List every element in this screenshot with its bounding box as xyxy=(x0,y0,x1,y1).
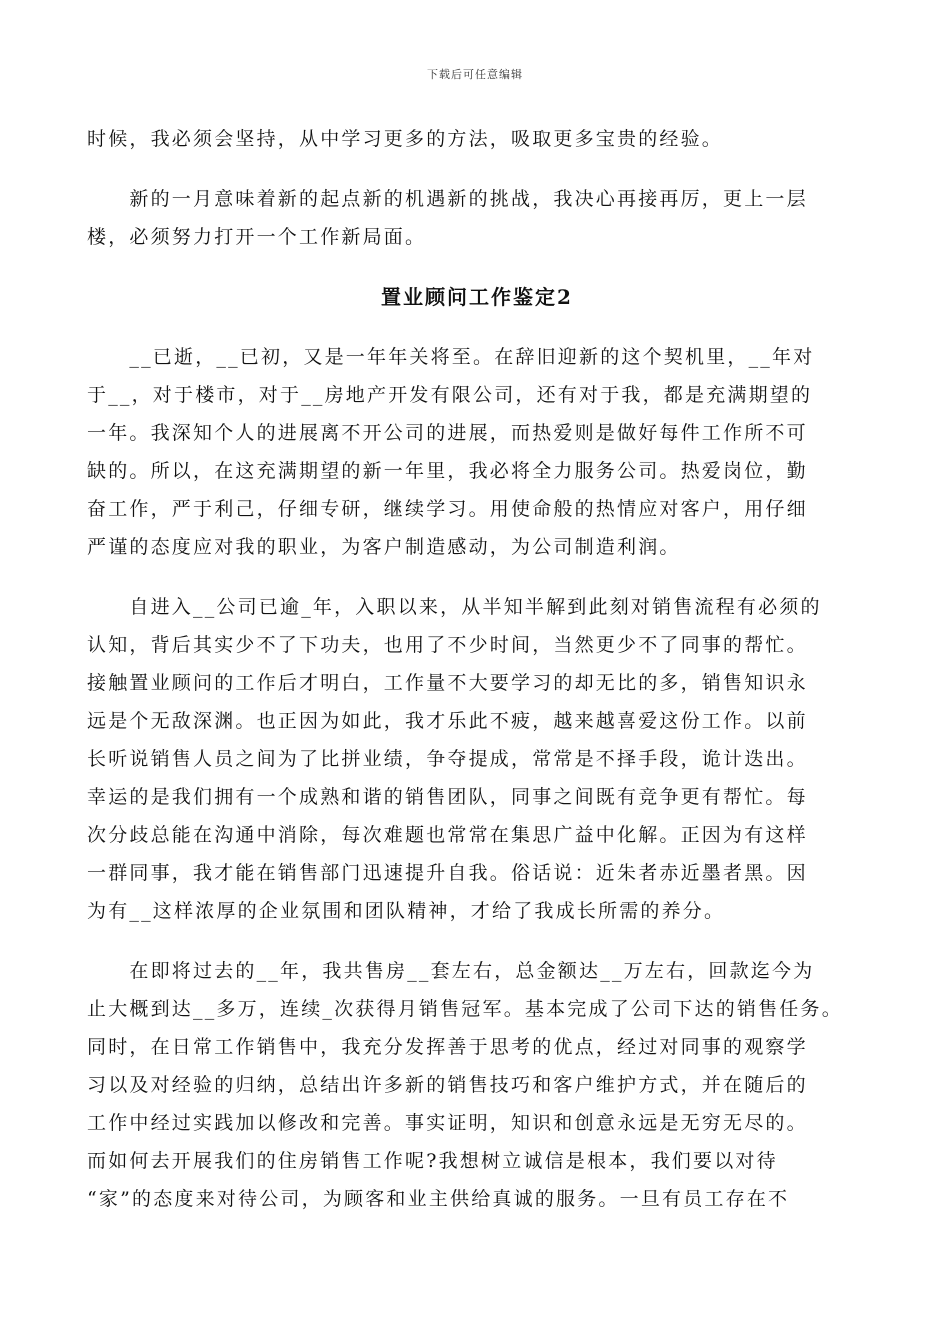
paragraph-line: 新的一月意味着新的起点新的机遇新的挑战，我决心再接再厉，更上一层 xyxy=(87,188,808,210)
paragraph-line: 习以及对经验的归纳，总结出许多新的销售技巧和客户维护方式，并在随后的 xyxy=(87,1074,808,1096)
paragraph-line: 次分歧总能在沟通中消除，每次难题也常常在集思广益中化解。正因为有这样 xyxy=(87,824,808,846)
paragraph-line: __已逝，__已初，又是一年年关将至。在辞旧迎新的这个契机里，__年对 xyxy=(87,346,815,368)
paragraph-line: 于__，对于楼市，对于__房地产开发有限公司，还有对于我，都是充满期望的 xyxy=(87,384,813,406)
paragraph xyxy=(87,588,867,930)
paragraph-line: 远是个无敌深渊。也正因为如此，我才乐此不疲，越来越喜爱这份工作。以前 xyxy=(87,710,808,732)
paragraph-line: 接触置业顾问的工作后才明白，工作量不大要学习的却无比的多，销售知识永 xyxy=(87,672,808,694)
paragraph-line: 一群同事，我才能在销售部门迅速提升自我。俗话说：近朱者赤近墨者黑。因 xyxy=(87,862,808,884)
paragraph-line: 幸运的是我们拥有一个成熟和谐的销售团队，同事之间既有竞争更有帮忙。每 xyxy=(87,786,808,808)
section-heading: 置业顾问工作鉴定2 xyxy=(381,285,573,309)
paragraph-line: 自进入__公司已逾_年，入职以来，从半知半解到此刻对销售流程有必须的 xyxy=(87,596,822,618)
paragraph-line: 时候，我必须会坚持，从中学习更多的方法，吸取更多宝贵的经验。 xyxy=(87,128,724,150)
paragraph xyxy=(87,120,867,158)
document-body xyxy=(87,120,867,1240)
paragraph-line: 为有__这样浓厚的企业氛围和团队精神，才给了我成长所需的养分。 xyxy=(87,900,726,922)
body-paragraphs xyxy=(87,338,867,1218)
paragraph-line: “家”的态度来对待公司，为顾客和业主供给真诚的服务。一旦有员工存在不 xyxy=(87,1188,790,1210)
paragraph xyxy=(87,338,867,566)
paragraph-line: 奋工作，严于利己，仔细专研，继续学习。用使命般的热情应对客户，用仔细 xyxy=(87,498,808,520)
paragraph xyxy=(87,180,867,256)
paragraph-line: 止大概到达__多万，连续_次获得月销售冠军。基本完成了公司下达的销售任务。 xyxy=(87,998,843,1020)
paragraph-line: 长听说销售人员之间为了比拼业绩，争夺提成，常常是不择手段，诡计迭出。 xyxy=(87,748,808,770)
paragraph-line: 工作中经过实践加以修改和完善。事实证明，知识和创意永远是无穷无尽的。 xyxy=(87,1112,808,1134)
paragraph-line: 在即将过去的__年，我共售房__套左右，总金额达__万左右，回款迄今为 xyxy=(87,960,815,982)
paragraph-line: 而如何去开展我们的住房销售工作呢?我想树立诚信是根本，我们要以对待 xyxy=(87,1150,778,1172)
paragraph-line: 一年。我深知个人的进展离不开公司的进展，而热爱则是做好每件工作所不可 xyxy=(87,422,808,444)
paragraph xyxy=(87,952,867,1218)
paragraph-line: 同时，在日常工作销售中，我充分发挥善于思考的优点，经过对同事的观察学 xyxy=(87,1036,808,1058)
paragraph-line: 楼，必须努力打开一个工作新局面。 xyxy=(87,226,427,248)
paragraph-line: 严谨的态度应对我的职业，为客户制造感动，为公司制造利润。 xyxy=(87,536,681,558)
page-header: 下载后可任意编辑 xyxy=(427,68,523,81)
paragraph-line: 认知，背后其实少不了下功夫，也用了不少时间，当然更少不了同事的帮忙。 xyxy=(87,634,808,656)
paragraph-line: 缺的。所以，在这充满期望的新一年里，我必将全力服务公司。热爱岗位，勤 xyxy=(87,460,808,482)
top-paragraphs xyxy=(87,120,867,256)
